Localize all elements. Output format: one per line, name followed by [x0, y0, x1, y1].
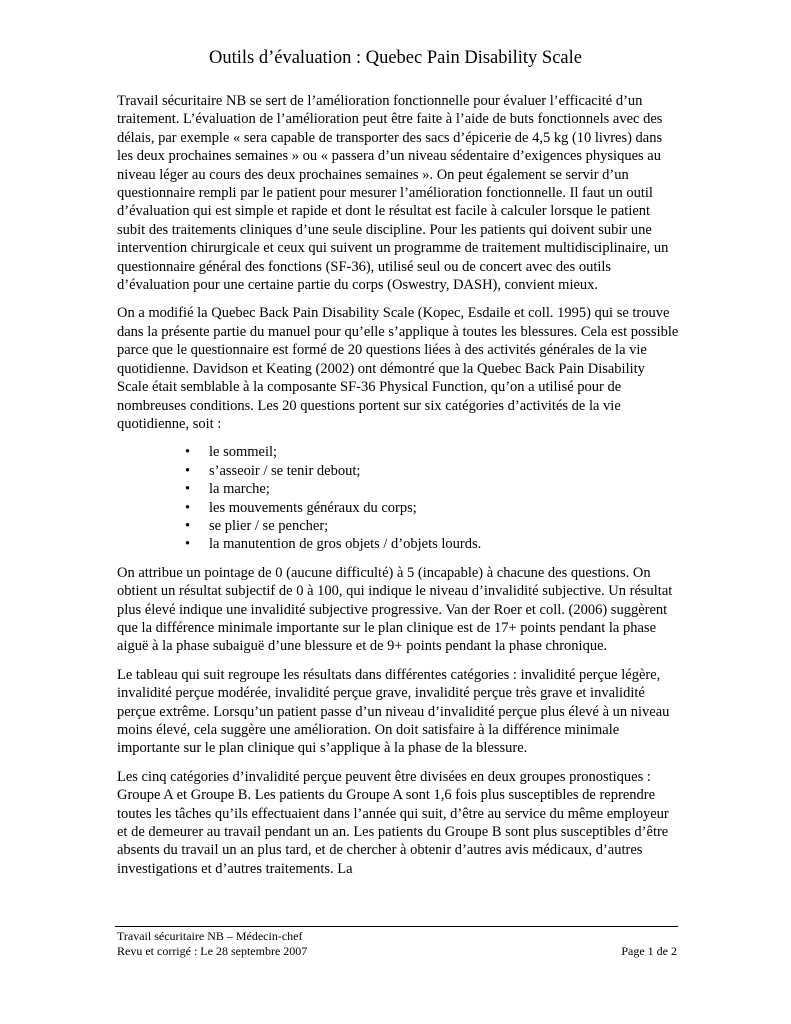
paragraph-prognostic-groups: Les cinq catégories d’invalidité perçue peuvent être divisées en deux groupes pronostiques : Groupe A et Groupe B. Les patients du Groupe A sont 1,6 fois plus susceptibles de reprendre toutes les tâches qu’ils effectuaient dans l’année qui suit, d’être au service du même employeur et de demeurer au travail pendant un an. Les patients du Groupe B sont plus susceptibles d’être absents du travail un an plus tard, et de chercher à obtenir d’autres avis médicaux, d’autres investigations et d’autres traitements. La: [117, 768, 669, 877]
list-item-text: les mouvements généraux du corps;: [209, 499, 417, 516]
list-item: [185, 535, 679, 553]
page-title: Outils d’évaluation : Quebec Pain Disability Scale: [209, 48, 582, 68]
paragraph-intro: Travail sécuritaire NB se sert de l’amélioration fonctionnelle pour évaluer l’efficacité d’un traitement. L’évaluation de l’amélioration peut être faite à l’aide de buts fonctionnels avec des délais, par exemple « sera capable de transporter des sacs d’épicerie de 4,5 kg (10 livres) dans les deux prochaines semaines » ou « passera d’un niveau sédentaire d’exigences physiques au niveau léger au cours des deux prochaines semaines ». On peut également se servir d’un questionnaire rempli par le patient pour mesurer l’amélioration fonctionnelle. Il faut un outil d’évaluation qui est simple et rapide et dont le résultat est facile à calculer lorsque le patient subit des traitements cliniques d’une seule discipline. Pour les patients qui doivent subir une intervention chirurgicale et ceux qui suivent un programme de traitement multidisciplinaire, un questionnaire général des fonctions (SF-36), utilisé seul ou de concert avec des outils d’évaluation pour une certaine partie du corps (Oswestry, DASH), convient mieux.: [117, 93, 669, 294]
paragraph-scale-description: On a modifié la Quebec Back Pain Disability Scale (Kopec, Esdaile et coll. 1995) qui se trouve dans la présente partie du manuel pour qu’elle s’applique à toutes les blessures. Cela est possible parce que le questionnaire est formé de 20 questions liées à des activités générales de la vie quotidienne. Davidson et Keating (2002) ont démontré que la Quebec Back Pain Disability Scale était semblable à la composante SF-36 Physical Function, qu’on a utilisé pour de nombreuses conditions. Les 20 questions portent sur six catégories d’activités de la vie quotidienne, soit :: [117, 305, 679, 432]
footer-divider: [115, 926, 678, 927]
list-item-text: la manutention de gros objets / d’objets lourds.: [209, 536, 482, 553]
bullet-icon: •: [185, 481, 191, 498]
list-item: [185, 517, 679, 535]
list-item: [185, 480, 679, 498]
list-item: [185, 462, 679, 480]
list-item-text: la marche;: [209, 481, 270, 498]
footer-organization: Travail sécuritaire NB – Médecin-chef: [117, 929, 303, 943]
bullet-icon: •: [185, 536, 191, 553]
footer-revision-date: Revu et corrigé : Le 28 septembre 2007: [117, 944, 308, 958]
paragraph-categories: Le tableau qui suit regroupe les résultats dans différentes catégories : invalidité perçue légère, invalidité perçue modérée, invalidité perçue grave, invalidité perçue très grave et invalidité perçue extrême. Lorsqu’un patient passe d’un niveau d’invalidité perçue plus élevé à un niveau moins élevé, cela suggère une amélioration. On doit satisfaire à la différence minimale importante sur le plan clinique qui s’applique à la phase de la blessure.: [117, 666, 670, 757]
list-item-text: le sommeil;: [209, 444, 278, 461]
bullet-icon: •: [185, 462, 191, 479]
footer-row: [117, 944, 677, 959]
list-item-text: se plier / se pencher;: [209, 517, 329, 534]
activity-category-list: [117, 443, 679, 553]
paragraph-scoring: On attribue un pointage de 0 (aucune difficulté) à 5 (incapable) à chacune des questions. On obtient un résultat subjectif de 0 à 100, qui indique le niveau d’invalidité subjective. Un résultat plus élevé indique une invalidité subjective progressive. Van der Roer et coll. (2006) suggèrent que la différence minimale importante sur le plan clinique est de 17+ points pendant la phase aiguë à la phase subaiguë d’une blessure et de 9+ points pendant la phase chronique.: [117, 564, 673, 655]
page-footer: [117, 929, 677, 959]
bullet-icon: •: [185, 517, 191, 534]
list-item-text: s’asseoir / se tenir debout;: [209, 462, 361, 479]
bullet-icon: •: [185, 444, 191, 461]
list-item: [185, 499, 679, 517]
page-number: Page 1 de 2: [621, 944, 677, 958]
document-body: [117, 92, 679, 888]
list-item: [185, 443, 679, 461]
bullet-icon: •: [185, 499, 191, 516]
